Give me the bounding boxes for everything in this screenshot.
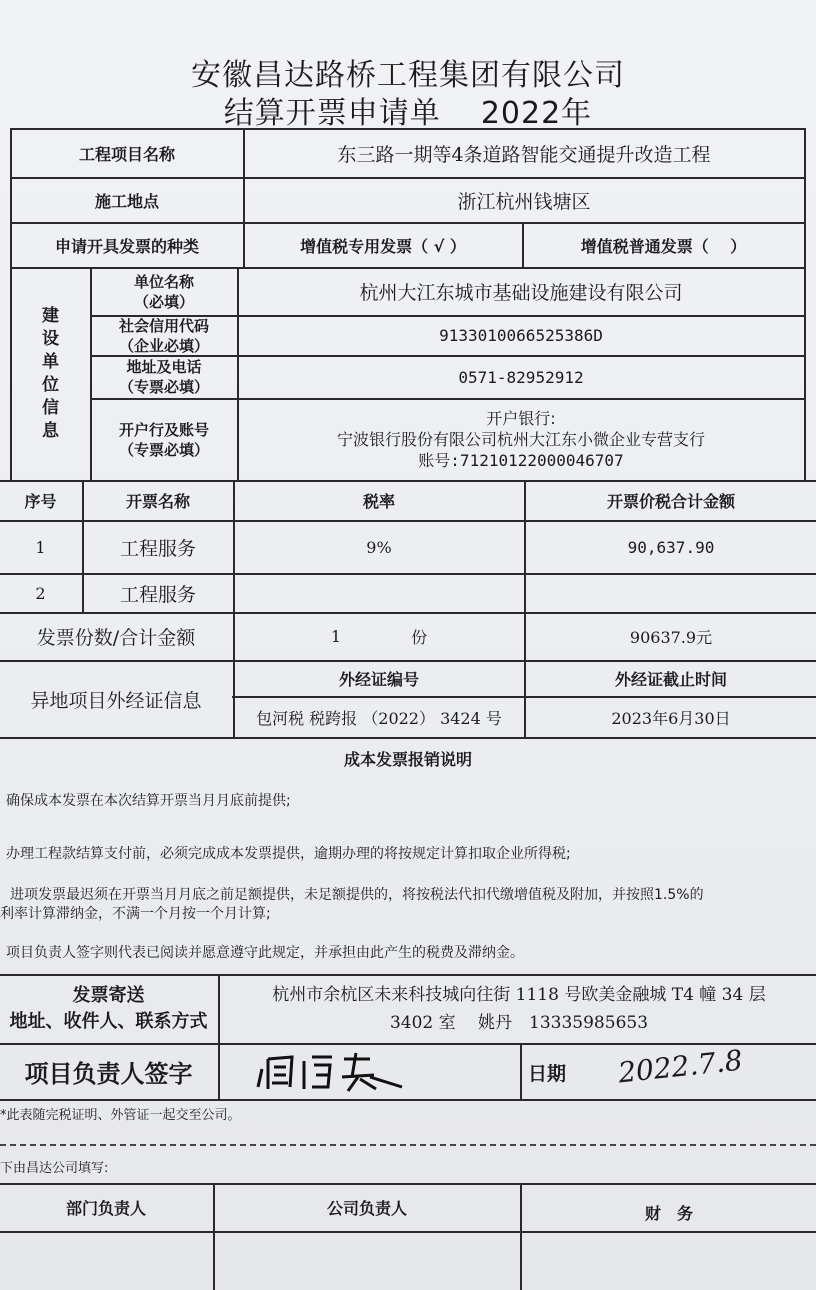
unit-name-label-2: （必填）	[133, 292, 194, 311]
form-title	[0, 88, 816, 132]
col-header-rate: 税率	[362, 492, 395, 511]
unit-side-label	[12, 269, 89, 479]
totals-count-cell	[235, 614, 523, 659]
bank-label	[92, 400, 236, 479]
footer-section: 下由昌达公司填写:	[0, 1161, 109, 1176]
form-year: 2022年	[480, 96, 593, 131]
row1-no: 1	[35, 537, 46, 557]
cost-note-2: 办理工程款结算支付前，必须完成成本发票提供，逾期办理的将按规定计算扣取企业所得税;	[6, 846, 571, 862]
row2-name: 工程服务	[119, 583, 196, 606]
totals-amount: 90637.9元	[629, 628, 713, 647]
row2-rate	[235, 575, 523, 611]
credit-code-label	[92, 317, 236, 354]
dept-head-label: 部门负责人	[65, 1198, 146, 1218]
row1-name: 工程服务	[119, 537, 196, 560]
row1-amount: 90,637.90	[627, 537, 715, 557]
address-label-1: 地址及电话	[126, 358, 202, 376]
bank-line-2: 宁波银行股份有限公司杭州大江东小微企业专营支行	[336, 430, 705, 449]
cost-note-3: 进项发票最迟须在开票当月月底之前足额提供，未足额提供的，将按税法代扣代缴增值税及附加，并按照1.5%的	[10, 887, 704, 903]
bank-line-1: 开户银行:	[486, 409, 556, 428]
location-label: 施工地点	[94, 191, 159, 211]
company-head-label: 公司负责人	[326, 1198, 407, 1218]
address-label	[92, 357, 236, 397]
totals-count: 1	[330, 627, 342, 646]
location-value: 浙江杭州钱塘区	[457, 190, 591, 213]
cost-title: 成本发票报销说明	[343, 749, 472, 769]
external-no-header: 外经证编号	[338, 670, 419, 689]
signature-icon	[252, 1047, 412, 1095]
date-label: 日期	[527, 1063, 566, 1085]
mailing-value	[222, 976, 816, 1042]
mailing-label	[0, 976, 217, 1042]
mailing-line-1: 杭州市余杭区未来科技城向往街 1118 号欧美金融城 T4 幢 34 层	[272, 985, 766, 1005]
form-title-text: 结算开票申请单	[223, 96, 441, 131]
cut-line	[0, 1144, 816, 1146]
invoice-type-special: 增值税专用发票（ √ ）	[300, 236, 466, 256]
invoice-type-label: 申请开具发票的种类	[54, 236, 199, 256]
cost-note-5: 项目负责人签字则代表已阅读并愿意遵守此规定，并承担由此产生的税费及滞纳金。	[6, 945, 524, 961]
project-name-label: 工程项目名称	[78, 144, 175, 164]
unit-side-label-text: 建设单位信息	[42, 306, 59, 441]
external-label: 异地项目外经证信息	[30, 689, 202, 712]
col-header-name: 开票名称	[125, 492, 190, 511]
credit-code-label-1: 社会信用代码	[118, 316, 209, 335]
finance-label: 财 务	[644, 1203, 693, 1223]
external-deadline-value: 2023年6月30日	[611, 708, 731, 728]
signature-handwriting	[252, 1047, 412, 1095]
unit-name-value: 杭州大江东城市基础设施建设有限公司	[359, 282, 683, 304]
totals-unit: 份	[411, 628, 428, 647]
bank-label-1: 开户行及账号	[118, 420, 209, 439]
bank-label-2: （专票必填）	[118, 440, 209, 459]
project-name-value: 东三路一期等4条道路智能交通提升改造工程	[337, 143, 711, 166]
col-header-amount: 开票价税合计金额	[606, 492, 735, 511]
mailing-label-1: 发票寄送	[72, 985, 145, 1006]
date-value: 2022.7.8	[616, 1043, 745, 1090]
footer-note: *此表随完税证明、外管证一起交至公司。	[0, 1108, 241, 1123]
address-label-2: （专票必填）	[118, 378, 209, 396]
mailing-line-2: 3402 室 姚丹 13335985653	[389, 1013, 649, 1033]
external-no-value: 包河税 税跨报 （2022） 3424 号	[256, 708, 502, 728]
unit-name-label	[92, 269, 236, 314]
row2-amount	[526, 575, 816, 611]
address-value: 0571-82952912	[458, 367, 584, 387]
col-header-no: 序号	[24, 492, 57, 511]
unit-name-label-1: 单位名称	[133, 272, 194, 291]
external-deadline-header: 外经证截止时间	[614, 670, 727, 689]
cost-note-4: 利率计算滞纳金，不满一个月按一个月计算;	[0, 906, 271, 922]
row1-rate: 9%	[366, 537, 392, 557]
cost-note-1: 确保成本发票在本次结算开票当月月底前提供;	[6, 793, 291, 809]
bank-line-3: 账号:71210122000046707	[418, 451, 624, 470]
row2-no: 2	[35, 583, 46, 603]
company-title: 安徽昌达路桥工程集团有限公司	[191, 58, 625, 93]
credit-code-label-2: （企业必填）	[118, 336, 209, 355]
sign-label: 项目负责人签字	[24, 1060, 193, 1088]
mailing-label-2: 地址、收件人、联系方式	[9, 1011, 208, 1032]
bank-value	[239, 400, 803, 479]
invoice-type-normal: 增值税普通发票（ ）	[580, 236, 747, 256]
totals-label: 发票份数/合计金额	[36, 627, 196, 649]
credit-code-value: 9133010066525386D	[439, 326, 603, 345]
